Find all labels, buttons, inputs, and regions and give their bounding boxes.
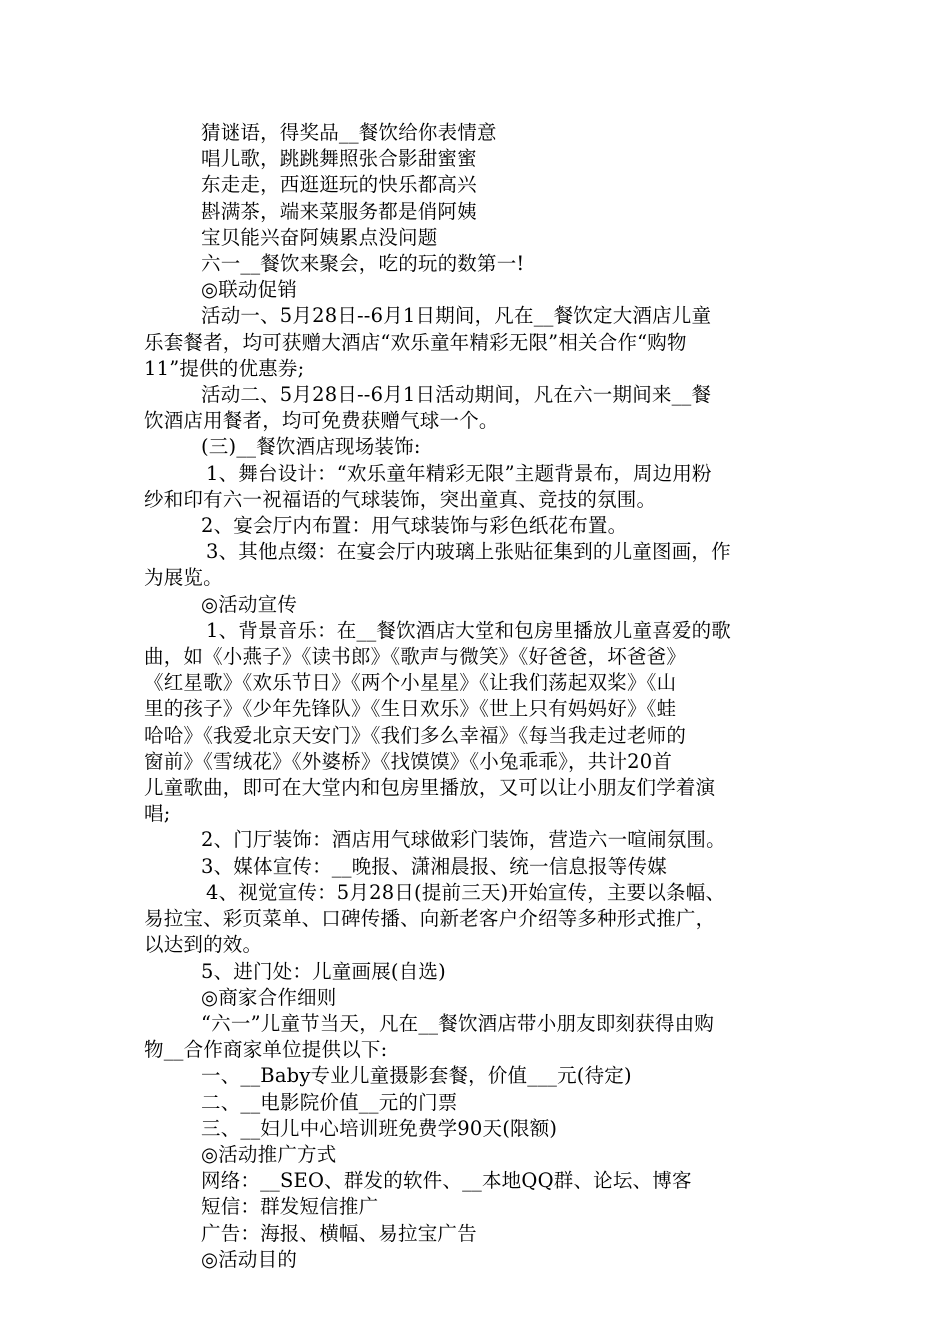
document-line: “六一”儿童节当天，凡在__餐饮酒店带小朋友即刻获得由购 <box>201 1011 715 1035</box>
document-line: 斟满茶，端来菜服务都是俏阿姨 <box>201 199 477 223</box>
document-line: ◎活动推广方式 <box>201 1142 337 1166</box>
document-line: ◎联动促销 <box>201 278 298 302</box>
document-line: 活动一、5月28日--6月1日期间，凡在__餐饮定大酒店儿童 <box>201 304 712 328</box>
document-line: 猜谜语，得奖品__餐饮给你表情意 <box>201 121 497 144</box>
document-line: 广告：海报、横幅、易拉宝广告 <box>201 1221 477 1245</box>
document-line: 活动二、5月28日--6月1日活动期间，凡在六一期间来__餐 <box>201 383 712 407</box>
document-line: 易拉宝、彩页菜单、口碑传播、向新老客户介绍等多种形式推广， <box>144 907 716 931</box>
document-line: 哈哈》《我爱北京天安门》《我们多么幸福》《每当我走过老师的 <box>144 723 687 747</box>
document-line: 东走走，西逛逛玩的快乐都高兴 <box>201 173 477 197</box>
document-line: 唱儿歌，跳跳舞照张合影甜蜜蜜 <box>201 147 477 171</box>
document-line: 一、__Baby专业儿童摄影套餐，价值___元(待定) <box>201 1064 632 1088</box>
document-line: 3、其他点缀：在宴会厅内玻璃上张贴征集到的儿童图画，作 <box>206 540 731 564</box>
document-line: 2、宴会厅内布置：用气球装饰与彩色纸花布置。 <box>201 514 628 538</box>
document-line: 乐套餐者，均可获赠大酒店“欢乐童年精彩无限”相关合作“购物 <box>144 330 687 354</box>
document-line: 5、进门处：儿童画展(自选) <box>201 959 446 983</box>
document-line: 纱和印有六一祝福语的气球装饰，突出童真、竞技的氛围。 <box>144 487 657 511</box>
document-line: 物__合作商家单位提供以下: <box>144 1038 388 1062</box>
document-line: 3、媒体宣传：__晚报、潇湘晨报、统一信息报等传媒 <box>201 854 667 878</box>
document-line: 网络：__SEO、群发的软件、__本地QQ群、论坛、博客 <box>201 1169 692 1193</box>
document-line: ◎商家合作细则 <box>201 985 337 1009</box>
document-line: 为展览。 <box>144 566 223 590</box>
document-line: ◎活动目的 <box>201 1247 298 1271</box>
document-body <box>144 120 806 1273</box>
document-line: (三)__餐饮酒店现场装饰: <box>201 435 421 459</box>
document-line: 曲，如《小燕子》《读书郎》《歌声与微笑》《好爸爸，坏爸爸》 <box>144 645 687 669</box>
document-line: 11”提供的优惠券; <box>144 356 305 380</box>
document-line: 短信：群发短信推广 <box>201 1195 379 1219</box>
document-line: 二、__电影院价值__元的门票 <box>201 1090 458 1114</box>
document-line: 1、舞台设计：“欢乐童年精彩无限”主题背景布，周边用粉 <box>206 461 712 485</box>
document-line: 六一__餐饮来聚会，吃的玩的数第一! <box>201 252 525 276</box>
document-line: 饮酒店用餐者，均可免费获赠气球一个。 <box>144 409 499 433</box>
document-line: 宝贝能兴奋阿姨累点没问题 <box>201 225 438 249</box>
document-line: 以达到的效。 <box>144 933 263 957</box>
document-line: 4、视觉宣传：5月28日(提前三天)开始宣传，主要以条幅、 <box>206 880 726 904</box>
document-line: 唱; <box>144 802 171 826</box>
document-line: 窗前》《雪绒花》《外婆桥》《找馍馍》《小兔乖乖》，共计20首 <box>144 749 673 773</box>
document-line: 2、门厅装饰：酒店用气球做彩门装饰，营造六一喧闹氛围。 <box>201 828 726 852</box>
document-line: ◎活动宣传 <box>201 592 298 616</box>
document-line: 三、__妇儿中心培训班免费学90天(限额) <box>201 1116 558 1140</box>
document-line: 《红星歌》《欢乐节日》《两个小星星》《让我们荡起双桨》《山 <box>144 671 677 695</box>
document-line: 儿童歌曲，即可在大堂内和包房里播放，又可以让小朋友们学着演 <box>144 776 716 800</box>
document-line: 1、背景音乐：在__餐饮酒店大堂和包房里播放儿童喜爱的歌 <box>206 618 732 642</box>
document-line: 里的孩子》《少年先锋队》《生日欢乐》《世上只有妈妈好》《蛙 <box>144 697 677 721</box>
